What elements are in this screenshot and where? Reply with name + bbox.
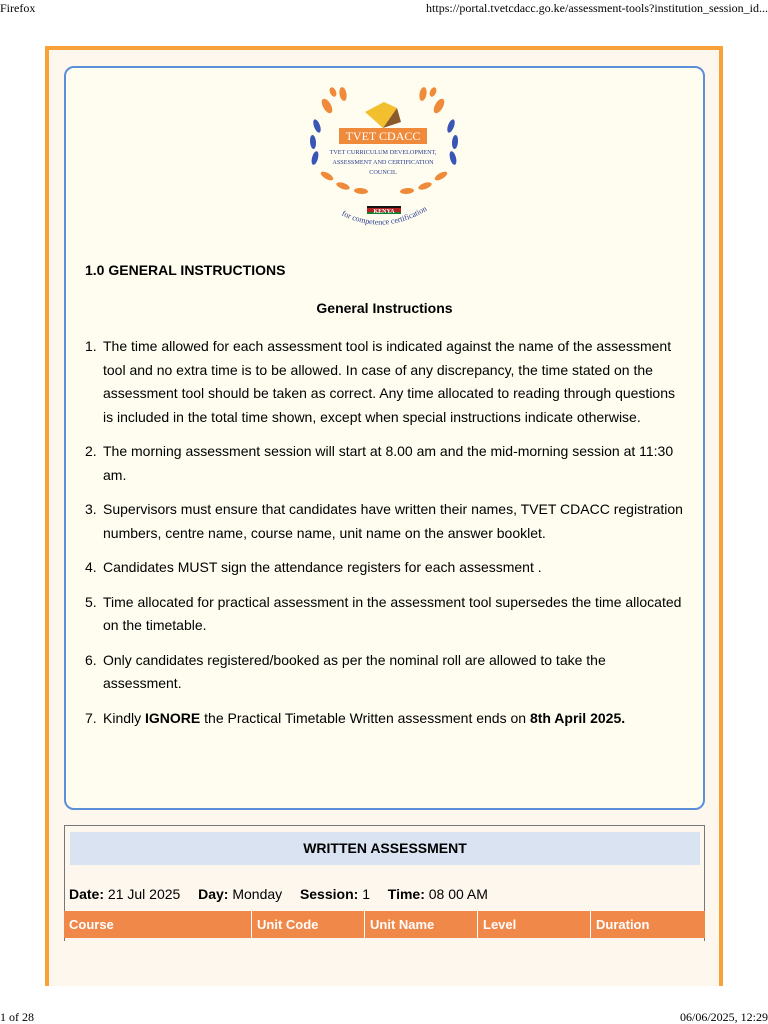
- list-item: 1. The time allowed for each assessment tool is indicated against the name of the assessment tool and no extra time is to be allowed. In case of any discrepancy, the time stated on the assessment tool should be taken as correct. Any time allocated to reading through questions is included in the total time shown, except when special instructions indicate otherwise.: [85, 338, 676, 425]
- list-item: 5. Time allocated for practical assessment in the assessment tool supersedes the time allocated on the timetable.: [85, 593, 682, 633]
- list-item: 4. Candidates MUST sign the attendance registers for each assessment .: [85, 559, 542, 575]
- session-label: Session:: [299, 886, 359, 902]
- list-item: 7. Kindly IGNORE the Practical Timetable Written assessment ends on 8th April 2025.: [85, 709, 626, 726]
- date-label: Date:: [69, 886, 105, 902]
- day-label: Day:: [198, 886, 229, 902]
- column-header-level: Level: [478, 911, 591, 938]
- list-item: 2. The morning assessment session will start at 8.00 am and the mid-morning session at 11:30 am.: [85, 443, 674, 483]
- column-header-unit-name: Unit Name: [365, 911, 478, 938]
- day-value: Monday: [232, 886, 283, 902]
- print-footer: [0, 1008, 768, 1024]
- list-item: 3. Supervisors must ensure that candidates have written their names, TVET CDACC registration numbers, centre name, course name, unit name on the answer booklet.: [85, 501, 683, 541]
- svg-text:TVET CDACC: TVET CDACC: [345, 129, 421, 143]
- instructions-subheading: General Instructions: [316, 300, 453, 316]
- session-value: 1: [362, 886, 370, 902]
- print-app-name: Firefox: [0, 1, 36, 15]
- print-header: [0, 0, 768, 18]
- time-value: 08 00 AM: [428, 886, 488, 902]
- page-number: 1 of 28: [0, 1010, 34, 1024]
- column-header-course: Course: [64, 911, 252, 938]
- instructions-list: [85, 335, 685, 741]
- column-header-unit-code: Unit Code: [252, 911, 365, 938]
- date-value: 21 Jul 2025: [107, 886, 181, 902]
- session-info: [69, 886, 488, 902]
- time-label: Time:: [387, 886, 425, 902]
- print-url: https://portal.tvetcdacc.go.ke/assessment-tools?institution_session_id...: [426, 1, 768, 15]
- svg-text:COUNCIL: COUNCIL: [369, 169, 397, 176]
- svg-text:ASSESSMENT AND CERTIFICATION: ASSESSMENT AND CERTIFICATION: [332, 159, 434, 166]
- svg-text:KENYA: KENYA: [373, 209, 395, 215]
- timetable-header-row: [64, 911, 705, 938]
- svg-text:TVET CURRICULUM DEVELOPMENT,: TVET CURRICULUM DEVELOPMENT,: [329, 149, 437, 156]
- list-item: 6. Only candidates registered/booked as per the nominal roll are allowed to take the assessment.: [85, 651, 606, 691]
- svg-text:for competence certification: for competence certification: [340, 204, 429, 227]
- print-datetime: 06/06/2025, 12:29: [679, 1010, 768, 1024]
- tvet-cdacc-logo: [305, 84, 463, 234]
- assessment-title: WRITTEN ASSESSMENT: [70, 832, 700, 865]
- section-heading: 1.0 GENERAL INSTRUCTIONS: [85, 262, 286, 278]
- column-header-duration: Duration: [596, 917, 650, 932]
